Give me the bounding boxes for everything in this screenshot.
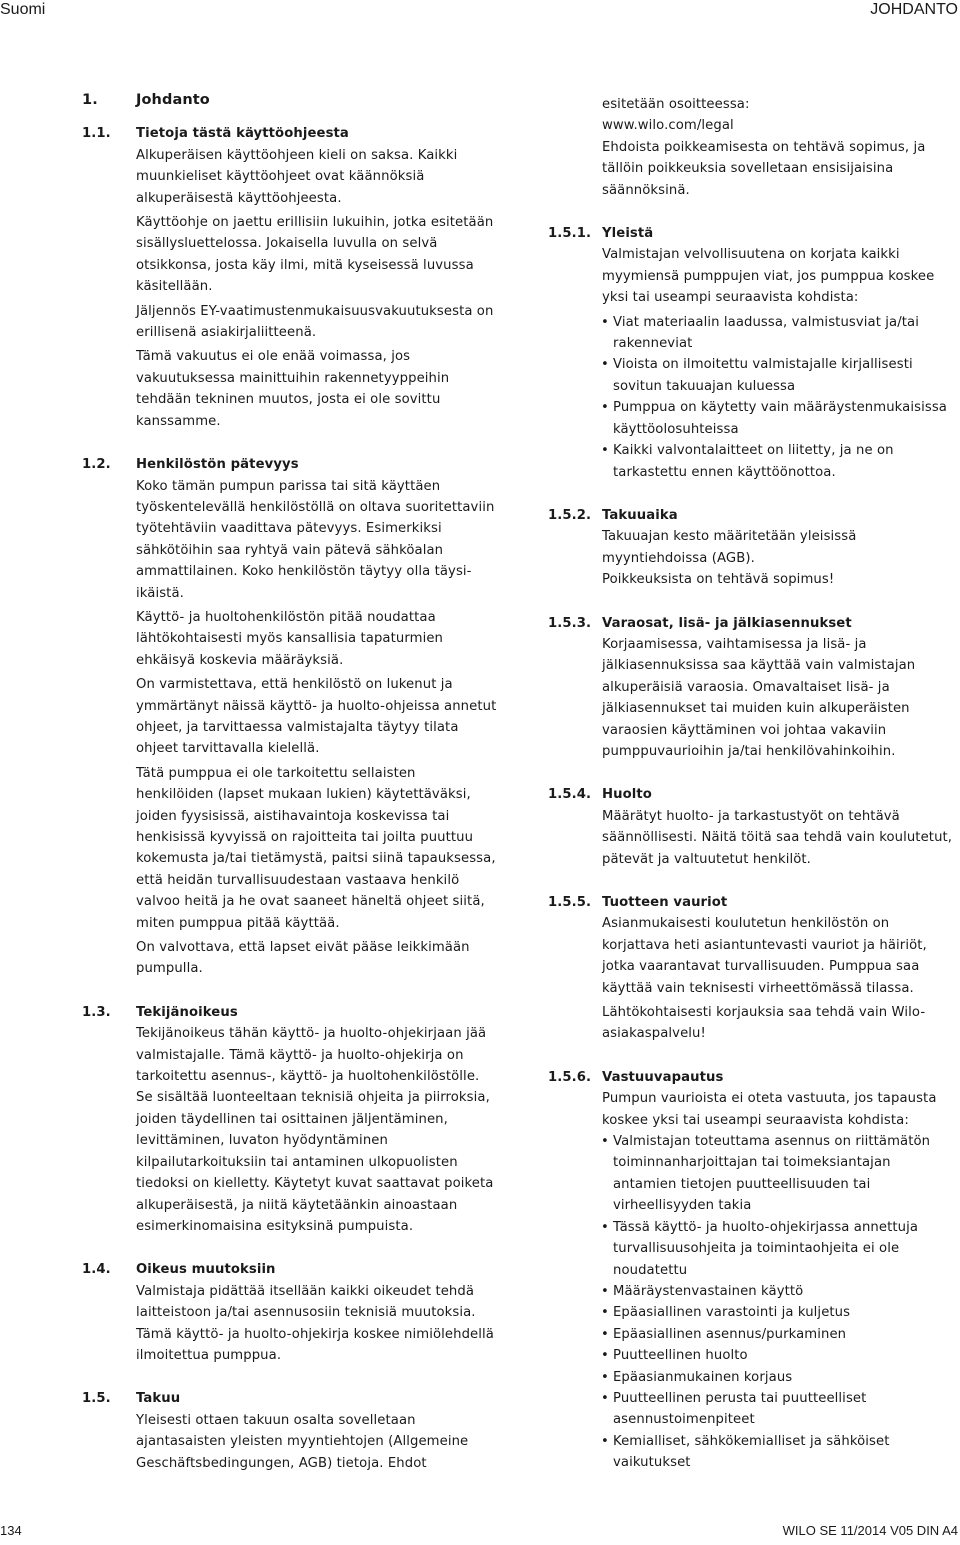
- section-title: Yleistä: [602, 226, 654, 242]
- section-number: 1.5.6.: [548, 1069, 592, 1085]
- section-1-5-1: [548, 223, 956, 483]
- paragraph: Yleisesti ottaen takuun osalta sovelletaan ajantasaisten yleisten myyntiehtojen (Allgemeine Geschäftsbedingungen, AGB) tietoja. Ehdot: [136, 1412, 469, 1471]
- section-1-4: [82, 1259, 497, 1366]
- section-1-2: [82, 454, 497, 980]
- section-title: Oikeus muutoksiin: [136, 1262, 276, 1278]
- section-title: Takuu: [136, 1391, 181, 1407]
- section-number: 1.2.: [82, 457, 111, 473]
- paragraph: On valvottava, että lapset eivät pääse leikkimään pumpulla.: [136, 940, 470, 977]
- paragraph: Ehdoista poikkeamisesta on tehtävä sopimus, ja tällöin poikkeuksia sovelletaan ensisijaisina säännöksinä.: [602, 139, 926, 198]
- paragraph: On varmistettava, että henkilöstö on lukenut ja ymmärtänyt näissä käyttö- ja huolto-ohjeissa annetut ohjeet, ja tarvittaessa valmistajalta täytyy tilata ohjeet tarvittavalla kielellä.: [136, 677, 497, 757]
- list-item: • Kemialliset, sähkökemialliset ja sähköiset vaikutukset: [602, 1431, 956, 1474]
- list-item: • Puutteellinen huolto: [602, 1345, 956, 1366]
- paragraph: Tätä pumppua ei ole tarkoitettu sellaisten henkilöiden (lapset mukaan lukien) käytettäväksi, joiden fyysisissä, aistihavaintoja koskevissa tai henkisissä kyvyissä on rajoitteita tai joilta puuttuu kokemusta ja/tai tietämystä, paitsi siinä tapauksessa, että heidän turvallisuudestaan vastaava henkilö valvoo heitä ja he ovat saaneet häneltä ohjeet siitä, miten pumppua pitää käyttää.: [136, 765, 496, 931]
- section-1-5-2: [548, 505, 956, 591]
- list-item: • Määräystenvastainen käyttö: [602, 1281, 956, 1302]
- header-language: Suomi: [0, 1, 46, 18]
- paragraph: Valmistajan velvollisuutena on korjata kaikki myymiensä pumppujen viat, jos pumppua koskee yksi tai useampi seuraavista kohdista:: [602, 247, 935, 306]
- section-1-5-6: [548, 1067, 956, 1474]
- paragraph: Tekijänoikeus tähän käyttö- ja huolto-ohjekirjaan jää valmistajalle. Tämä käyttö- ja huolto-ohjekirja on tarkoitettu asennus-, käyttö- ja huoltohenkilöstölle. Se sisältää luonteeltaan teknisiä ohjeita ja piirroksia, joiden täydellinen tai osittainen jäljentäminen, levittäminen, luvaton hyödyntäminen kilpailutarkoituksiin tai antaminen ulkopuolisten tiedoksi on kielletty. Käytetyt kuvat saattavat poiketa alkuperäisestä, ja niitä käytetäänkin ainoastaan esimerkinomaisina esityksinä pumpuista.: [136, 1026, 494, 1234]
- paragraph: Käyttö- ja huoltohenkilöstön pitää noudattaa lähtökohtaisesti myös kansallisia tapaturmien ehkäisyä koskevia määräyksiä.: [136, 609, 444, 668]
- left-column: [82, 90, 497, 1474]
- section-number: 1.4.: [82, 1262, 111, 1278]
- section-1-5-continued: [548, 94, 956, 201]
- list-item: • Viat materiaalin laadussa, valmistusviat ja/tai rakenneviat: [602, 312, 956, 355]
- paragraph: Asianmukaisesti koulutetun henkilöstön on korjattava heti asiantuntevasti vauriot ja häiriöt, jotka vaarantavat turvallisuuden. Pumppua saa käyttää vain teknisesti virheettömässä tilassa.: [602, 916, 927, 996]
- list-item: • Kaikki valvontalaitteet on liitetty, ja ne on tarkastettu ennen käyttöönottoa.: [602, 440, 956, 483]
- section-title: Takuuaika: [602, 507, 678, 523]
- paragraph: Valmistaja pidättää itsellään kaikki oikeudet tehdä laitteistoon ja/tai asennusosiin teknisiä muutoksia. Tämä käyttö- ja huolto-ohjekirja koskee nimiölehdellä ilmoitettua pumppua.: [136, 1283, 494, 1363]
- legal-link[interactable]: www.wilo.com/legal: [602, 118, 734, 134]
- list-item: • Epäasiallinen asennus/purkaminen: [602, 1324, 956, 1345]
- section-number: 1.5.3.: [548, 615, 592, 631]
- right-column: [548, 94, 956, 1474]
- paragraph: Jäljennös EY-vaatimustenmukaisuusvakuutuksesta on erillisenä asiakirjaliitteenä.: [136, 303, 494, 341]
- section-title: Tekijänoikeus: [136, 1004, 238, 1020]
- section-1-5-4: [548, 784, 956, 870]
- paragraph: Pumpun vaurioista ei oteta vastuuta, jos tapausta koskee yksi tai useampi seuraavista kohdista:: [602, 1091, 937, 1128]
- section-1-5-3: [548, 613, 956, 763]
- paragraph: Määrätyt huolto- ja tarkastustyöt on tehtävä säännöllisesti. Näitä töitä saa tehdä vain koulutetut, pätevät ja valtuutetut henkilöt.: [602, 808, 953, 867]
- section-title: Vastuuvapautus: [602, 1069, 724, 1085]
- chapter-number: 1.: [82, 92, 98, 108]
- list-item: • Epäasiallinen varastointi ja kuljetus: [602, 1302, 956, 1323]
- paragraph: Käyttöohje on jaettu erillisiin lukuihin, jotka esitetään sisällysluettelossa. Jokaisella luvulla on selvä otsikkonsa, josta käy ilmi, mitä kyseisessä luvussa käsitellään.: [136, 215, 494, 295]
- section-1-5-5: [548, 892, 956, 1045]
- bullet-list: [602, 1131, 956, 1474]
- section-title: Henkilöstön pätevyys: [136, 457, 299, 473]
- paragraph: Takuuajan kesto määritetään yleisissä myyntiehdoissa (AGB).: [602, 529, 857, 566]
- list-item: • Puutteellinen perusta tai puutteelliset asennustoimenpiteet: [602, 1388, 956, 1431]
- paragraph: Lähtökohtaisesti korjauksia saa tehdä vain Wilo-asiakaspalvelu!: [602, 1005, 926, 1042]
- section-1-1: [82, 123, 497, 432]
- list-item: • Valmistajan toteuttama asennus on riittämätön toiminnanharjoittajan tai toimeksiantajan antamien tietojen puutteellisuuden tai virheellisyyden takia: [602, 1131, 956, 1217]
- section-title: Varaosat, lisä- ja jälkiasennukset: [602, 615, 852, 631]
- bullet-list: [602, 312, 956, 483]
- section-number: 1.5.1.: [548, 226, 592, 242]
- paragraph: Tämä vakuutus ei ole enää voimassa, jos vakuutuksessa mainittuihin rakennetyyppeihin tehdään tekninen muutos, josta ei ole sovittu kanssamme.: [136, 349, 450, 429]
- list-item: • Tässä käyttö- ja huolto-ohjekirjassa annettuja turvallisuusohjeita ja toimintaohjeita ei ole noudatettu: [602, 1217, 956, 1281]
- header-chapter: JOHDANTO: [870, 1, 958, 18]
- section-title: Tuotteen vauriot: [602, 895, 728, 910]
- paragraph: Koko tämän pumpun parissa tai sitä käyttäen työskentelevällä henkilöstöllä on oltava suoritettaviin työtehtäviin vaadittava pätevyys. Esimerkiksi sähkötöihin saa ryhtyä vain pätevä sähköalan ammattilainen. Koko henkilöstön täytyy olla täysi-ikäistä.: [136, 478, 495, 601]
- section-1-3: [82, 1002, 497, 1237]
- page-number: 134: [0, 1523, 22, 1538]
- section-title: Tietoja tästä käyttöohjeesta: [136, 126, 349, 142]
- paragraph: Korjaamisessa, vaihtamisessa ja lisä- ja jälkiasennuksissa saa käyttää vain valmistajan alkuperäisiä varaosia. Omavaltaiset lisä- ja jälkiasennukset tai muiden kuin alkuperäisten varaosien käyttäminen voi johtaa vakaviin pumppuvaurioihin ja/tai henkilövahinkoihin.: [602, 636, 916, 759]
- paragraph: esitetään osoitteessa:: [602, 97, 750, 112]
- section-number: 1.5.: [82, 1391, 111, 1407]
- document-reference: WILO SE 11/2014 V05 DIN A4: [782, 1523, 958, 1538]
- section-title: Huolto: [602, 787, 652, 803]
- list-item: • Epäasianmukainen korjaus: [602, 1367, 956, 1388]
- list-item: • Vioista on ilmoitettu valmistajalle kirjallisesti sovitun takuuajan kuluessa: [602, 354, 956, 397]
- chapter-heading: [82, 90, 497, 111]
- section-number: 1.5.2.: [548, 507, 592, 523]
- section-number: 1.3.: [82, 1004, 111, 1020]
- section-number: 1.5.5.: [548, 895, 592, 910]
- chapter-title: Johdanto: [136, 92, 210, 108]
- list-item: • Pumppua on käytetty vain määräystenmukaisissa käyttöolosuhteissa: [602, 397, 956, 440]
- paragraph: Alkuperäisen käyttöohjeen kieli on saksa. Kaikki muunkieliset käyttöohjeet ovat käännöksiä alkuperäisestä käyttöohjeesta.: [136, 147, 458, 206]
- paragraph: Poikkeuksista on tehtävä sopimus!: [602, 572, 835, 588]
- section-number: 1.5.4.: [548, 787, 592, 803]
- section-number: 1.1.: [82, 126, 111, 142]
- section-1-5: [82, 1388, 497, 1474]
